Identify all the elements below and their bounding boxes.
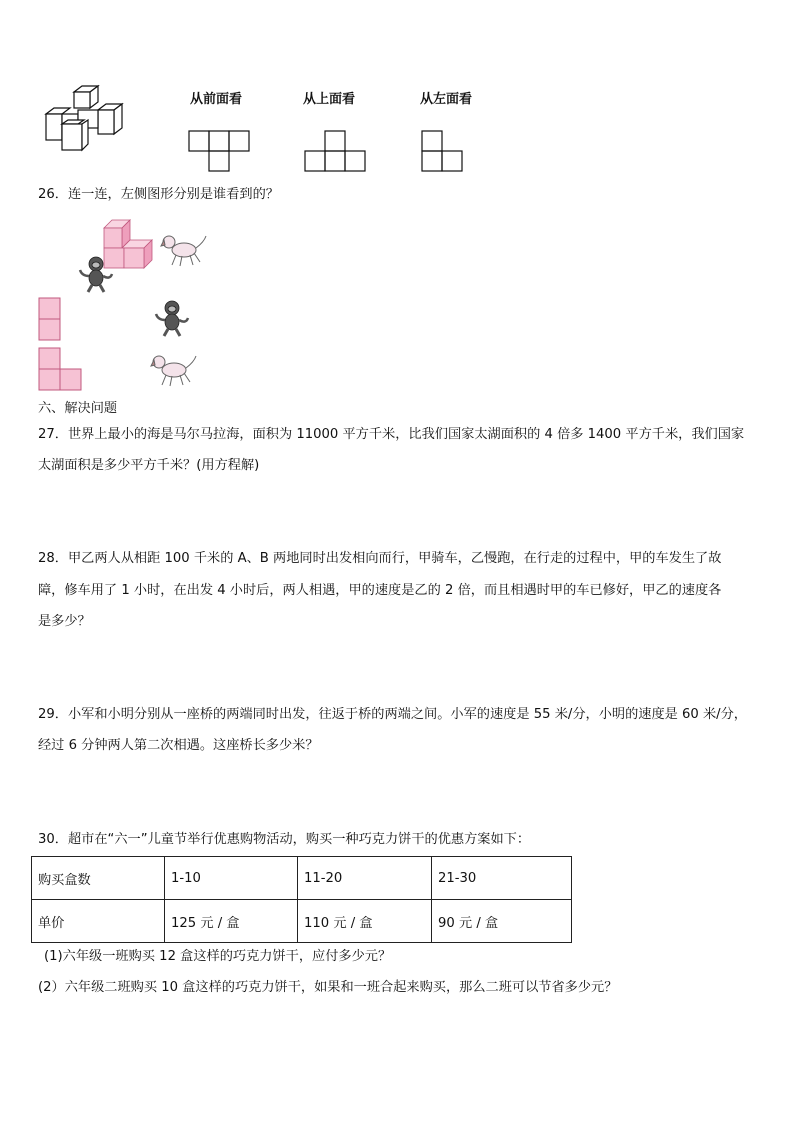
puppy-icon-2: [150, 352, 198, 388]
question-30-sub1: (1)六年级一班购买 12 盒这样的巧克力饼干，应付多少元？: [44, 949, 392, 964]
view-label-left: 从左面看: [420, 92, 473, 107]
l-shape-view: [38, 347, 84, 391]
monkey-icon: [76, 254, 116, 294]
cube-stack-figure: [40, 84, 130, 156]
table-cell: 21-30: [432, 857, 572, 900]
table-cell: 90 元 / 盒: [432, 900, 572, 943]
top-view-shape: [304, 130, 366, 174]
question-28-line3: 是多少？: [38, 614, 91, 629]
question-29-line2: 经过 6 分钟两人第二次相遇。这座桥长多少米？: [38, 738, 319, 753]
price-table: [31, 856, 572, 943]
view-label-front: 从前面看: [190, 92, 243, 107]
section-title: 六、解决问题: [38, 401, 118, 416]
table-cell: 购买盒数: [32, 857, 165, 900]
question-29-line1: 29．小军和小明分别从一座桥的两端同时出发，往返于桥的两端之间。小军的速度是 55 米/分，小明的速度是 60 米/分，: [38, 707, 747, 722]
question-30-sub2: (2）六年级二班购买 10 盒这样的巧克力饼干，如果和一班合起来购买，那么二班可以节省多少元？: [38, 980, 618, 995]
table-cell: 125 元 / 盒: [165, 900, 298, 943]
front-view-shape: [188, 130, 250, 174]
question-28-line2: 障，修车用了 1 小时，在出发 4 小时后，两人相遇，甲的速度是乙的 2 倍，而且相遇时甲的车已修好，甲乙的速度各: [38, 583, 722, 598]
puppy-icon: [160, 232, 208, 268]
table-cell: 1-10: [165, 857, 298, 900]
table-cell: 110 元 / 盒: [298, 900, 432, 943]
side-view-column: [38, 297, 62, 341]
question-27-line2: 太湖面积是多少平方千米？(用方程解): [38, 458, 260, 473]
view-label-top: 从上面看: [303, 92, 356, 107]
left-view-shape: [421, 130, 465, 174]
question-27-line1: 27．世界上最小的海是马尔马拉海，面积为 11000 平方千米，比我们国家太湖面积的 4 倍多 1400 平方千米，我们国家: [38, 427, 745, 442]
question-30-intro: 30．超市在“六一”儿童节举行优惠购物活动，购买一种巧克力饼干的优惠方案如下：: [38, 832, 531, 847]
table-row: [32, 900, 572, 943]
table-cell: 11-20: [298, 857, 432, 900]
monkey-icon-2: [152, 298, 192, 338]
question-28-line1: 28．甲乙两人从相距 100 千米的 A、B 两地同时出发相向而行，甲骑车，乙慢跑，在行走的过程中，甲的车发生了故: [38, 551, 722, 566]
table-cell: 单价: [32, 900, 165, 943]
question-26: 26．连一连，左侧图形分别是谁看到的？: [38, 187, 279, 202]
table-row: [32, 857, 572, 900]
